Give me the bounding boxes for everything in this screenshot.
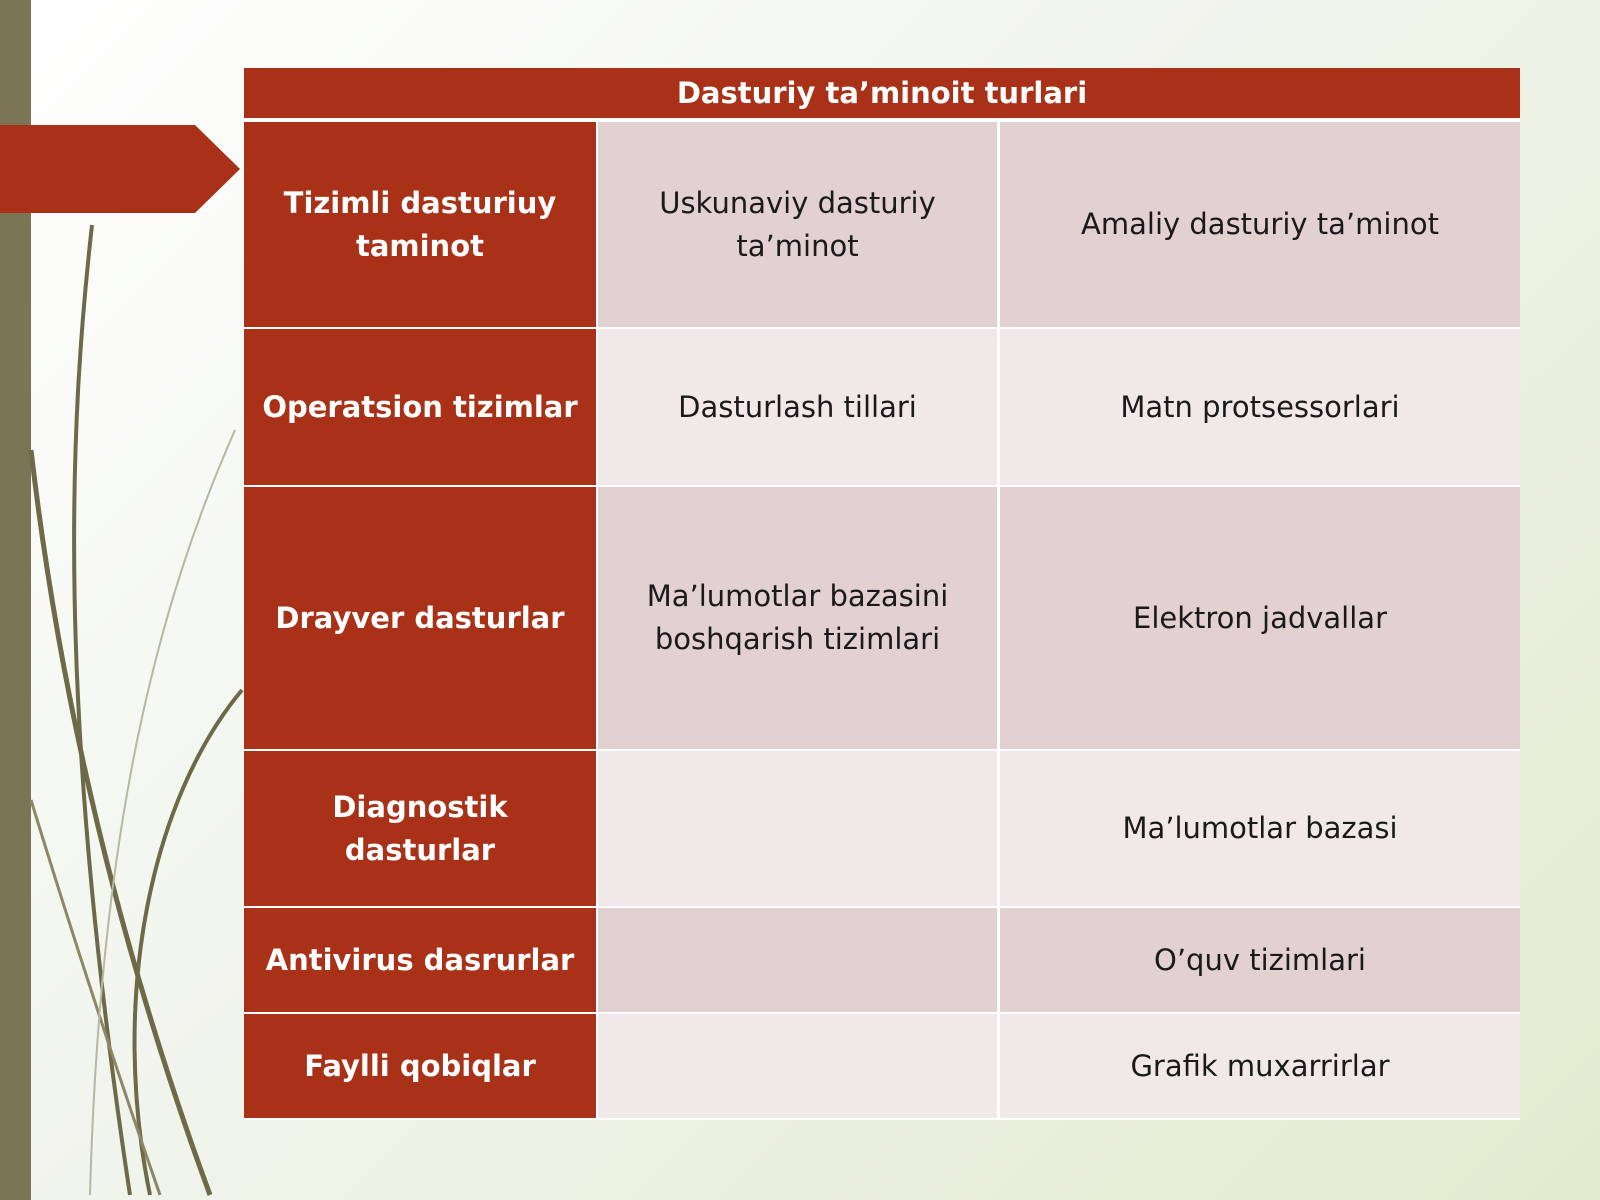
table-cell: Drayver dasturlar [244, 487, 598, 751]
arrow-decoration [0, 125, 240, 213]
table-title: Dasturiy ta’minoit turlari [244, 68, 1520, 122]
table-cell: Elektron jadvallar [1000, 487, 1520, 751]
table-cell: Matn protsessorlari [1000, 329, 1520, 487]
table-cell: Faylli qobiqlar [244, 1014, 598, 1120]
table-cell: Dasturlash tillari [598, 329, 1000, 487]
table-cell: Ma’lumotlar bazasi [1000, 751, 1520, 908]
table-cell [598, 908, 1000, 1014]
table-cell: Uskunaviy dasturiy ta’minot [598, 122, 1000, 329]
software-types-table [244, 68, 1520, 1120]
table-cell: Diagnostik dasturlar [244, 751, 598, 908]
table-cell [598, 751, 1000, 908]
table-cell: Antivirus dasrurlar [244, 908, 598, 1014]
table-cell: Grafik muxarrirlar [1000, 1014, 1520, 1120]
table-cell: O’quv tizimlari [1000, 908, 1520, 1014]
table-body [244, 122, 1520, 1120]
table-cell: Operatsion tizimlar [244, 329, 598, 487]
table-cell-system-software: Tizimli dasturiuy taminot [244, 122, 598, 329]
table-cell [598, 1014, 1000, 1120]
table-cell: Amaliy dasturiy ta’minot [1000, 122, 1520, 329]
table-cell: Ma’lumotlar bazasini boshqarish tizimlari [598, 487, 1000, 751]
